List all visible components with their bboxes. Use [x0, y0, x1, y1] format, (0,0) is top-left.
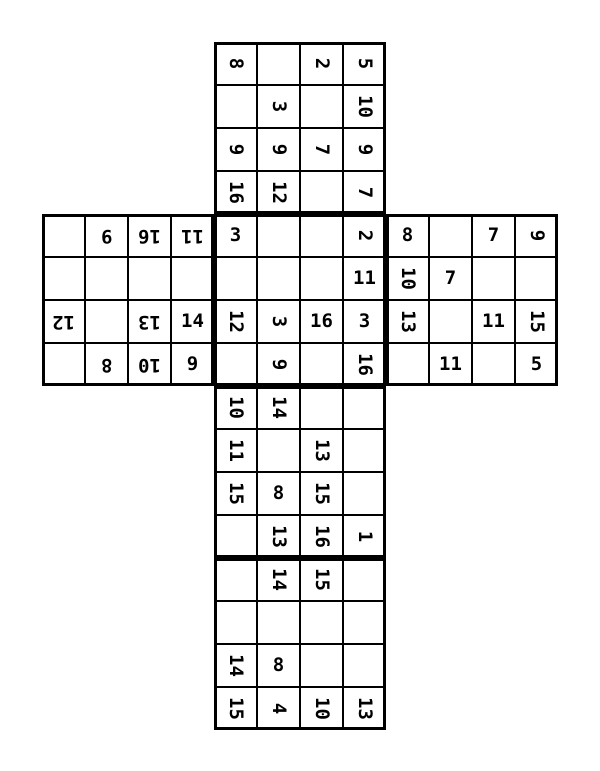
- cell-top-r1-c3[interactable]: [300, 42, 343, 85]
- cell-value: 7: [487, 224, 500, 246]
- cell-front-r3-c2[interactable]: [257, 300, 300, 343]
- cell-front-r1-c4[interactable]: [343, 214, 386, 257]
- cell-right-r4-c2[interactable]: [429, 343, 472, 386]
- cell-value: 5: [530, 353, 543, 375]
- cell-value: 7: [310, 143, 333, 156]
- cell-value: 16: [310, 525, 333, 548]
- cell-right-r3-c1[interactable]: [386, 300, 429, 343]
- cell-left-r3-c3[interactable]: [128, 300, 171, 343]
- cell-bottom-r1-c4[interactable]: [343, 386, 386, 429]
- cell-top-r4-c3[interactable]: [300, 171, 343, 214]
- cell-back-r2-c4[interactable]: [343, 601, 386, 644]
- cell-value: 15: [224, 697, 247, 720]
- cell-front-r2-c4[interactable]: [343, 257, 386, 300]
- cell-left-r3-c2[interactable]: [85, 300, 128, 343]
- cell-value: 14: [267, 568, 290, 591]
- cell-value: 13: [396, 310, 419, 333]
- cell-back-r1-c4[interactable]: [343, 558, 386, 601]
- cell-value: 3: [358, 310, 371, 332]
- cell-value: 9: [353, 143, 376, 156]
- cell-left-r3-c4[interactable]: [171, 300, 214, 343]
- cell-back-r3-c4[interactable]: [343, 644, 386, 687]
- cell-top-r4-c4[interactable]: [343, 171, 386, 214]
- cell-top-r1-c1[interactable]: [214, 42, 257, 85]
- cell-right-r2-c3[interactable]: [472, 257, 515, 300]
- cell-left-r3-c1[interactable]: [42, 300, 85, 343]
- cell-top-r2-c3[interactable]: [300, 85, 343, 128]
- cell-value: 5: [353, 57, 376, 70]
- cell-value: 12: [267, 181, 290, 204]
- cell-back-r2-c3[interactable]: [300, 601, 343, 644]
- cell-right-r2-c1[interactable]: [386, 257, 429, 300]
- cell-back-r3-c3[interactable]: [300, 644, 343, 687]
- cell-right-r3-c3[interactable]: [472, 300, 515, 343]
- cell-bottom-r4-c3[interactable]: [300, 515, 343, 558]
- cell-value: 11: [181, 225, 204, 247]
- cell-back-r1-c1[interactable]: [214, 558, 257, 601]
- cell-top-r4-c1[interactable]: [214, 171, 257, 214]
- cell-left-r4-c4[interactable]: [171, 343, 214, 386]
- cell-bottom-r1-c1[interactable]: [214, 386, 257, 429]
- cell-top-r2-c4[interactable]: [343, 85, 386, 128]
- cell-top-r3-c1[interactable]: [214, 128, 257, 171]
- cell-value: 3: [267, 315, 290, 328]
- cell-front-r1-c2[interactable]: [257, 214, 300, 257]
- cell-value: 11: [439, 353, 462, 375]
- cell-left-r2-c2[interactable]: [85, 257, 128, 300]
- cell-back-r4-c3[interactable]: [300, 687, 343, 730]
- cell-bottom-r2-c4[interactable]: [343, 429, 386, 472]
- cell-back-r1-c2[interactable]: [257, 558, 300, 601]
- cell-value: 10: [310, 697, 333, 720]
- cell-front-r3-c1[interactable]: [214, 300, 257, 343]
- cell-value: 7: [444, 267, 457, 289]
- cell-value: 8: [272, 482, 285, 504]
- cell-left-r1-c4[interactable]: [171, 214, 214, 257]
- cell-left-r4-c2[interactable]: [85, 343, 128, 386]
- cell-top-r3-c4[interactable]: [343, 128, 386, 171]
- cell-right-r2-c4[interactable]: [515, 257, 558, 300]
- cell-bottom-r4-c1[interactable]: [214, 515, 257, 558]
- cell-front-r2-c2[interactable]: [257, 257, 300, 300]
- cell-value: 9: [267, 358, 290, 371]
- cell-right-r1-c1[interactable]: [386, 214, 429, 257]
- cell-value: 16: [310, 310, 333, 332]
- cell-left-r2-c1[interactable]: [42, 257, 85, 300]
- cell-value: 13: [353, 697, 376, 720]
- cell-bottom-r4-c2[interactable]: [257, 515, 300, 558]
- cell-front-r3-c4[interactable]: [343, 300, 386, 343]
- cell-value: 12: [52, 311, 75, 333]
- cell-right-r4-c1[interactable]: [386, 343, 429, 386]
- cell-back-r2-c2[interactable]: [257, 601, 300, 644]
- cell-bottom-r2-c1[interactable]: [214, 429, 257, 472]
- cell-value: 9: [224, 143, 247, 156]
- cell-value: 14: [181, 310, 204, 332]
- cell-value: 9: [267, 143, 290, 156]
- cell-value: 15: [310, 482, 333, 505]
- cell-back-r1-c3[interactable]: [300, 558, 343, 601]
- cell-value: 2: [310, 57, 333, 70]
- cell-back-r4-c4[interactable]: [343, 687, 386, 730]
- cell-value: 8: [224, 57, 247, 70]
- cell-right-r3-c4[interactable]: [515, 300, 558, 343]
- cell-value: 15: [310, 568, 333, 591]
- cell-value: 3: [267, 100, 290, 113]
- cell-value: 9: [525, 229, 548, 242]
- cell-right-r3-c2[interactable]: [429, 300, 472, 343]
- cell-front-r3-c3[interactable]: [300, 300, 343, 343]
- cell-value: 4: [267, 702, 290, 715]
- cell-right-r1-c3[interactable]: [472, 214, 515, 257]
- cell-value: 11: [353, 267, 376, 289]
- cell-right-r4-c3[interactable]: [472, 343, 515, 386]
- cell-value: 13: [267, 525, 290, 548]
- cell-value: 16: [224, 181, 247, 204]
- cell-top-r1-c2[interactable]: [257, 42, 300, 85]
- cell-right-r1-c4[interactable]: [515, 214, 558, 257]
- cell-value: 9: [100, 225, 113, 247]
- cell-back-r3-c1[interactable]: [214, 644, 257, 687]
- cell-value: 2: [353, 229, 376, 242]
- cell-front-r4-c3[interactable]: [300, 343, 343, 386]
- cell-back-r2-c1[interactable]: [214, 601, 257, 644]
- cell-left-r4-c1[interactable]: [42, 343, 85, 386]
- cell-right-r1-c2[interactable]: [429, 214, 472, 257]
- cell-value: 10: [396, 267, 419, 290]
- cell-value: 11: [224, 439, 247, 462]
- cell-bottom-r3-c4[interactable]: [343, 472, 386, 515]
- cell-value: 10: [224, 396, 247, 419]
- cell-top-r2-c1[interactable]: [214, 85, 257, 128]
- cell-front-r2-c1[interactable]: [214, 257, 257, 300]
- cell-bottom-r3-c2[interactable]: [257, 472, 300, 515]
- cell-top-r3-c3[interactable]: [300, 128, 343, 171]
- cell-left-r4-c3[interactable]: [128, 343, 171, 386]
- cell-value: 11: [482, 310, 505, 332]
- cell-front-r2-c3[interactable]: [300, 257, 343, 300]
- cell-back-r4-c1[interactable]: [214, 687, 257, 730]
- cell-right-r4-c4[interactable]: [515, 343, 558, 386]
- cell-bottom-r1-c3[interactable]: [300, 386, 343, 429]
- cell-value: 15: [525, 310, 548, 333]
- cell-top-r1-c4[interactable]: [343, 42, 386, 85]
- cell-bottom-r3-c1[interactable]: [214, 472, 257, 515]
- cell-value: 12: [224, 310, 247, 333]
- cell-value: 8: [100, 354, 113, 376]
- cell-front-r4-c1[interactable]: [214, 343, 257, 386]
- cell-back-r4-c2[interactable]: [257, 687, 300, 730]
- cell-left-r1-c2[interactable]: [85, 214, 128, 257]
- cell-front-r4-c2[interactable]: [257, 343, 300, 386]
- cell-top-r3-c2[interactable]: [257, 128, 300, 171]
- cell-value: 7: [353, 186, 376, 199]
- cell-value: 16: [353, 353, 376, 376]
- cell-left-r2-c3[interactable]: [128, 257, 171, 300]
- cell-bottom-r2-c2[interactable]: [257, 429, 300, 472]
- cell-value: 1: [353, 530, 376, 543]
- cell-left-r2-c4[interactable]: [171, 257, 214, 300]
- cell-bottom-r2-c3[interactable]: [300, 429, 343, 472]
- cell-front-r4-c4[interactable]: [343, 343, 386, 386]
- cell-top-r4-c2[interactable]: [257, 171, 300, 214]
- cell-value: 13: [310, 439, 333, 462]
- cell-bottom-r1-c2[interactable]: [257, 386, 300, 429]
- cell-value: 16: [138, 225, 161, 247]
- cell-front-r1-c3[interactable]: [300, 214, 343, 257]
- cell-value: 9: [186, 353, 199, 375]
- cell-value: 10: [353, 95, 376, 118]
- cell-value: 8: [272, 654, 285, 676]
- cell-value: 13: [138, 311, 161, 333]
- cell-right-r2-c2[interactable]: [429, 257, 472, 300]
- cell-value: 8: [401, 224, 414, 246]
- cell-bottom-r3-c3[interactable]: [300, 472, 343, 515]
- cell-left-r1-c3[interactable]: [128, 214, 171, 257]
- cell-back-r3-c2[interactable]: [257, 644, 300, 687]
- cell-value: 3: [229, 224, 242, 246]
- cell-bottom-r4-c4[interactable]: [343, 515, 386, 558]
- cell-value: 14: [224, 654, 247, 677]
- cell-left-r1-c1[interactable]: [42, 214, 85, 257]
- cell-top-r2-c2[interactable]: [257, 85, 300, 128]
- cell-value: 14: [267, 396, 290, 419]
- cell-front-r1-c1[interactable]: [214, 214, 257, 257]
- cell-value: 15: [224, 482, 247, 505]
- cell-value: 10: [138, 354, 161, 376]
